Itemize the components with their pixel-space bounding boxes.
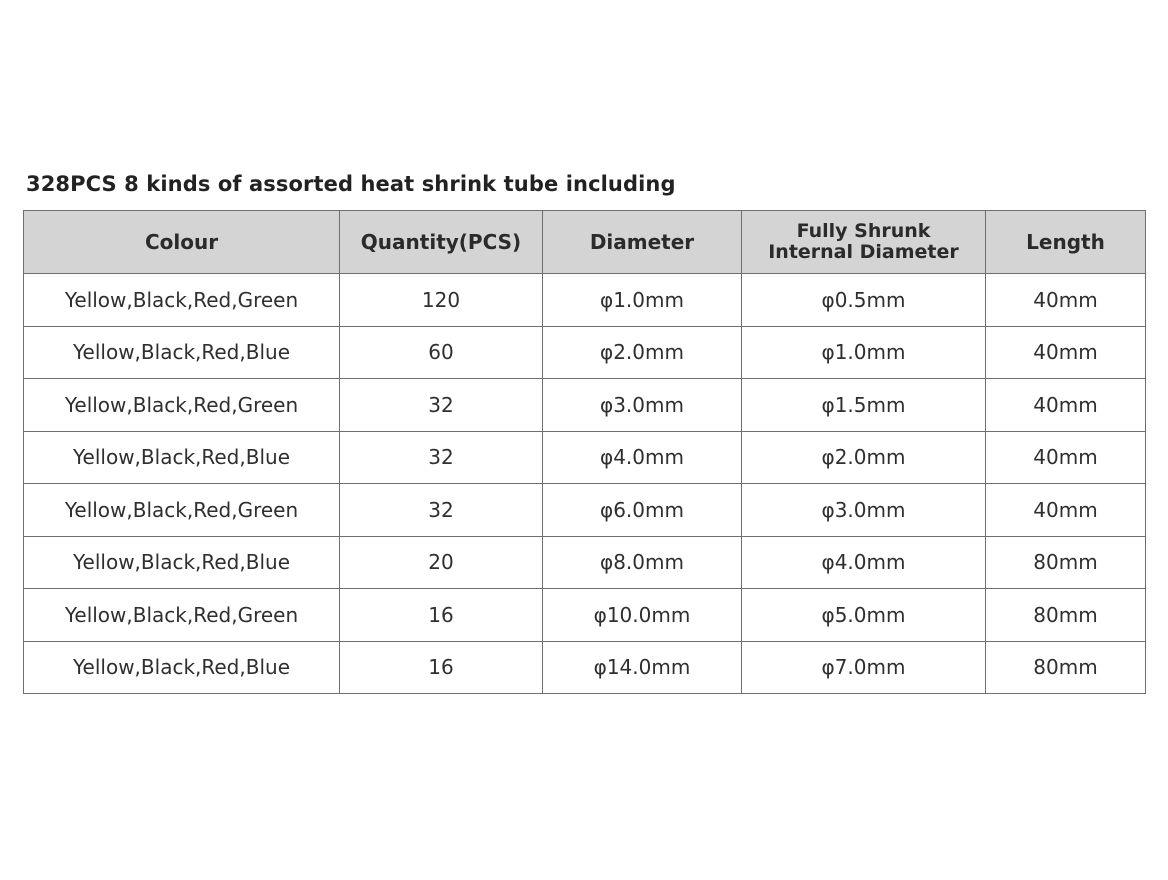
cell-shrunk: φ4.0mm <box>742 536 986 589</box>
header-diameter: Diameter <box>543 211 742 274</box>
table-row <box>24 379 1146 432</box>
table-row <box>24 274 1146 327</box>
table-row <box>24 641 1146 694</box>
cell-length: 40mm <box>986 484 1146 537</box>
cell-quantity: 20 <box>340 536 543 589</box>
cell-diameter: φ4.0mm <box>543 431 742 484</box>
cell-quantity: 60 <box>340 326 543 379</box>
cell-colour: Yellow,Black,Red,Blue <box>24 326 340 379</box>
cell-colour: Yellow,Black,Red,Green <box>24 589 340 642</box>
cell-diameter: φ10.0mm <box>543 589 742 642</box>
cell-shrunk: φ0.5mm <box>742 274 986 327</box>
header-shrunk-line2: Internal Diameter <box>768 241 959 263</box>
table-title: 328PCS 8 kinds of assorted heat shrink tube including <box>26 172 676 196</box>
cell-shrunk: φ2.0mm <box>742 431 986 484</box>
cell-diameter: φ2.0mm <box>543 326 742 379</box>
cell-length: 40mm <box>986 379 1146 432</box>
cell-colour: Yellow,Black,Red,Green <box>24 274 340 327</box>
cell-colour: Yellow,Black,Red,Green <box>24 379 340 432</box>
header-shrunk-internal-diameter <box>742 211 986 274</box>
cell-colour: Yellow,Black,Red,Blue <box>24 536 340 589</box>
table-row <box>24 484 1146 537</box>
cell-diameter: φ1.0mm <box>543 274 742 327</box>
cell-quantity: 32 <box>340 379 543 432</box>
spec-table <box>23 210 1146 694</box>
cell-diameter: φ8.0mm <box>543 536 742 589</box>
cell-shrunk: φ7.0mm <box>742 641 986 694</box>
cell-quantity: 32 <box>340 484 543 537</box>
table-row <box>24 589 1146 642</box>
cell-colour: Yellow,Black,Red,Blue <box>24 641 340 694</box>
cell-length: 80mm <box>986 589 1146 642</box>
cell-shrunk: φ5.0mm <box>742 589 986 642</box>
cell-length: 40mm <box>986 431 1146 484</box>
cell-diameter: φ6.0mm <box>543 484 742 537</box>
cell-shrunk: φ1.5mm <box>742 379 986 432</box>
cell-colour: Yellow,Black,Red,Green <box>24 484 340 537</box>
header-length: Length <box>986 211 1146 274</box>
cell-length: 80mm <box>986 641 1146 694</box>
cell-length: 80mm <box>986 536 1146 589</box>
header-row <box>24 211 1146 274</box>
cell-diameter: φ14.0mm <box>543 641 742 694</box>
cell-quantity: 16 <box>340 589 543 642</box>
cell-quantity: 16 <box>340 641 543 694</box>
cell-shrunk: φ3.0mm <box>742 484 986 537</box>
table-row <box>24 536 1146 589</box>
table-row <box>24 431 1146 484</box>
cell-shrunk: φ1.0mm <box>742 326 986 379</box>
cell-quantity: 120 <box>340 274 543 327</box>
cell-diameter: φ3.0mm <box>543 379 742 432</box>
cell-length: 40mm <box>986 326 1146 379</box>
header-quantity: Quantity(PCS) <box>340 211 543 274</box>
header-colour: Colour <box>24 211 340 274</box>
cell-quantity: 32 <box>340 431 543 484</box>
header-shrunk-line1: Fully Shrunk <box>796 220 931 242</box>
table-row <box>24 326 1146 379</box>
cell-length: 40mm <box>986 274 1146 327</box>
cell-colour: Yellow,Black,Red,Blue <box>24 431 340 484</box>
